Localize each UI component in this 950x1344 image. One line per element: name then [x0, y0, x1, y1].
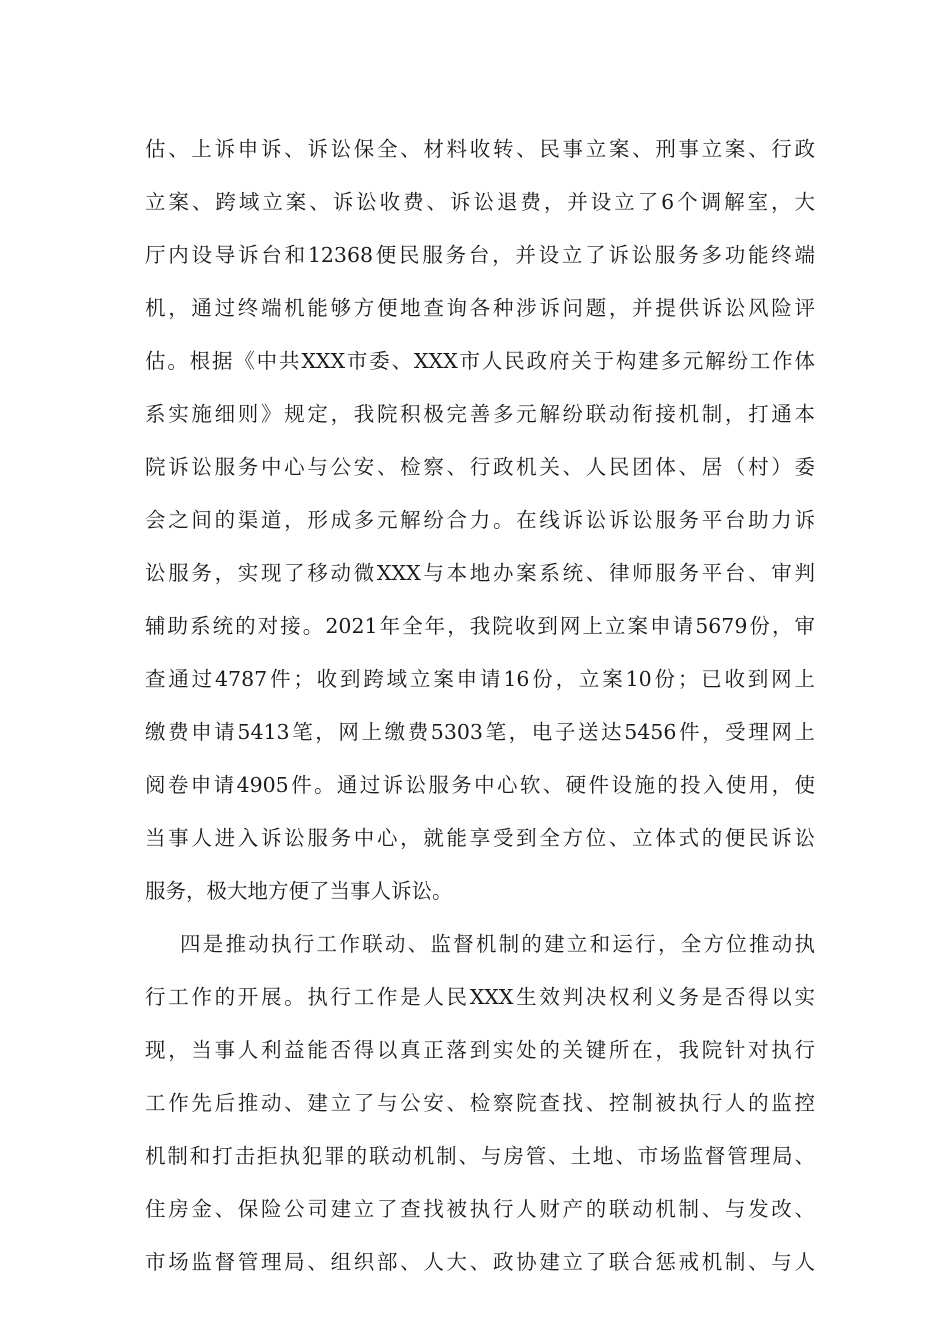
text-line: 估、上诉申诉、诉讼保全、材料收转、民事立案、刑事立案、行政 [145, 137, 815, 161]
text-line: 估。根据《中共XXX市委、XXX市人民政府关于构建多元解纷工作体 [145, 349, 815, 373]
text-line: 系实施细则》规定，我院积极完善多元解纷联动衔接机制，打通本 [145, 402, 815, 426]
text-line: 缴费申请5413笔，网上缴费5303笔，电子送达5456件，受理网上 [145, 720, 815, 744]
text-line: 院诉讼服务中心与公安、检察、行政机关、人民团体、居（村）委 [145, 455, 815, 479]
text-line: 立案、跨域立案、诉讼收费、诉讼退费，并设立了6个调解室，大 [145, 190, 815, 214]
text-line: 查通过4787件；收到跨域立案申请16份，立案10份；已收到网上 [145, 667, 815, 691]
text-line: 当事人进入诉讼服务中心，就能享受到全方位、立体式的便民诉讼 [145, 826, 815, 850]
text-line: 会之间的渠道，形成多元解纷合力。在线诉讼诉讼服务平台助力诉 [145, 508, 815, 532]
text-line: 讼服务，实现了移动微XXX与本地办案系统、律师服务平台、审判 [145, 561, 815, 585]
text-line: 机，通过终端机能够方便地查询各种涉诉问题，并提供诉讼风险评 [145, 296, 815, 320]
text-line: 辅助系统的对接。2021年全年，我院收到网上立案申请5679份，审 [145, 614, 815, 638]
text-line: 四是推动执行工作联动、监督机制的建立和运行，全方位推动执 [180, 932, 815, 956]
text-line: 阅卷申请4905件。通过诉讼服务中心软、硬件设施的投入使用，使 [145, 773, 815, 797]
text-line: 市场监督管理局、组织部、人大、政协建立了联合惩戒机制、与人 [145, 1250, 815, 1274]
text-line: 厅内设导诉台和12368便民服务台，并设立了诉讼服务多功能终端 [145, 243, 815, 267]
text-line: 工作先后推动、建立了与公安、检察院查找、控制被执行人的监控 [145, 1091, 815, 1115]
text-line: 现，当事人利益能否得以真正落到实处的关键所在，我院针对执行 [145, 1038, 815, 1062]
text-line: 行工作的开展。执行工作是人民XXX生效判决权利义务是否得以实 [145, 985, 815, 1009]
text-line: 服务，极大地方便了当事人诉讼。 [145, 879, 453, 903]
text-line: 住房金、保险公司建立了查找被执行人财产的联动机制、与发改、 [145, 1197, 815, 1221]
text-line: 机制和打击拒执犯罪的联动机制、与房管、土地、市场监督管理局、 [145, 1144, 815, 1168]
